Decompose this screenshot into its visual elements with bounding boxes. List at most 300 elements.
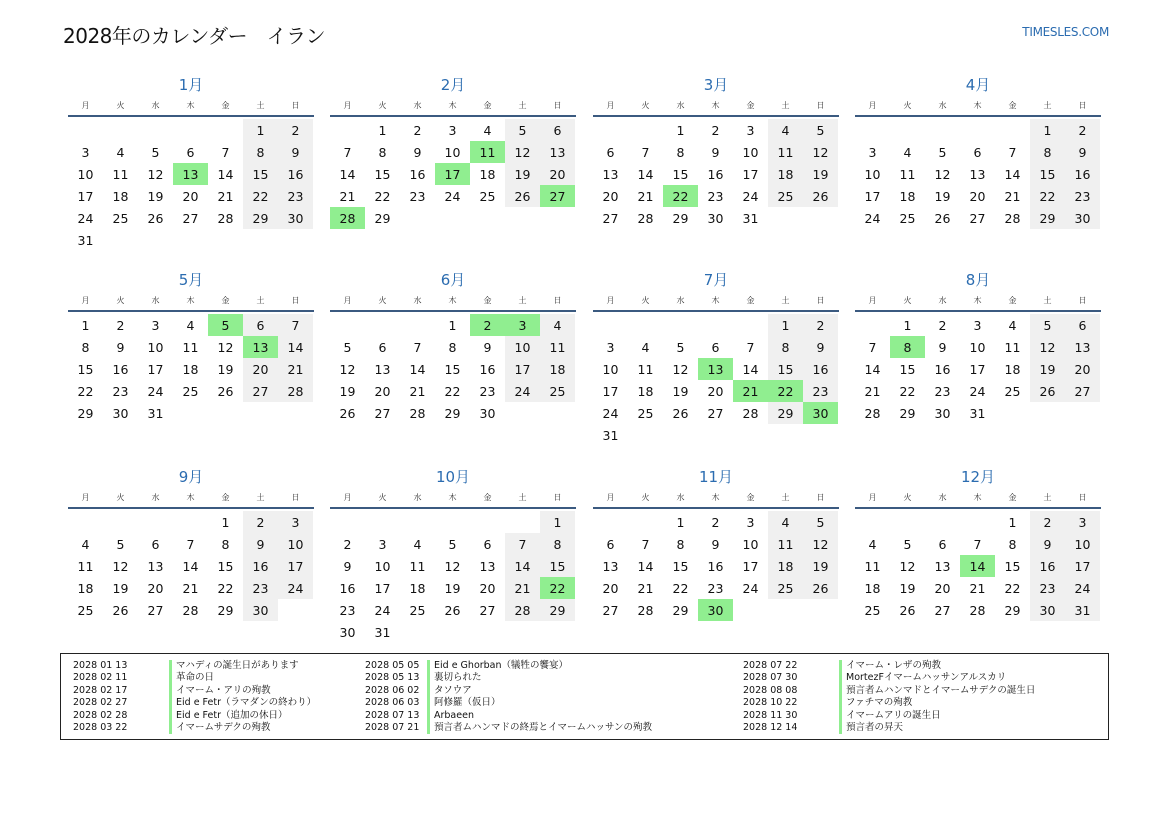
legend-row: [365, 722, 652, 734]
day-cell: 30: [278, 207, 313, 229]
weekday-label: 土: [256, 101, 265, 110]
legend-row: [743, 697, 1035, 709]
day-cell: 3: [746, 514, 755, 530]
day-cell: 5: [803, 119, 838, 141]
day-cell: 3: [81, 144, 90, 160]
day-cell: 3: [378, 536, 387, 552]
day-grid: [68, 119, 314, 251]
day-cell: 15: [1004, 558, 1021, 574]
holiday-day-cell: 22: [540, 577, 575, 599]
empty-cell: [68, 511, 103, 533]
day-cell: 9: [243, 533, 278, 555]
day-cell: 25: [864, 602, 881, 618]
holiday-date: 2028 06 03: [365, 697, 420, 709]
month-name: 3月: [703, 76, 729, 94]
month-name: 12月: [960, 468, 996, 486]
month-block: [593, 73, 839, 229]
empty-cell: [890, 511, 925, 533]
day-cell: 14: [637, 166, 654, 182]
empty-cell: [960, 119, 995, 141]
empty-cell: [925, 119, 960, 141]
weekday-label: 水: [938, 296, 947, 305]
page-title: 2028年のカレンダー イラン: [63, 24, 326, 48]
day-cell: 6: [711, 339, 720, 355]
day-cell: 14: [864, 361, 881, 377]
weekday-label: 水: [676, 101, 685, 110]
month-block: [68, 465, 314, 621]
empty-cell: [593, 314, 628, 336]
day-cell: 12: [1030, 336, 1065, 358]
weekday-header: [330, 292, 576, 312]
empty-cell: [628, 511, 663, 533]
weekday-label: 火: [641, 493, 650, 502]
day-cell: 25: [182, 383, 199, 399]
month-block: [855, 73, 1101, 229]
holiday-name: ファチマの殉教: [839, 697, 912, 709]
holiday-day-cell: 30: [698, 599, 733, 621]
weekday-label: 木: [186, 101, 195, 110]
day-grid: [330, 314, 576, 424]
day-cell: 30: [112, 405, 129, 421]
holiday-date: 2028 02 28: [73, 709, 128, 721]
day-cell: 10: [742, 536, 759, 552]
day-cell: 12: [112, 558, 129, 574]
day-cell: 29: [217, 602, 234, 618]
day-cell: 21: [409, 383, 426, 399]
day-cell: 28: [409, 405, 426, 421]
day-cell: 23: [243, 577, 278, 599]
weekday-label: 木: [973, 296, 982, 305]
day-cell: 11: [899, 166, 916, 182]
day-cell: 3: [278, 511, 313, 533]
weekday-label: 水: [151, 101, 160, 110]
day-cell: 18: [864, 580, 881, 596]
weekday-header: [855, 489, 1101, 509]
empty-cell: [505, 511, 540, 533]
month-block: [855, 268, 1101, 424]
day-cell: 25: [768, 577, 803, 599]
day-cell: 26: [803, 577, 838, 599]
day-cell: 5: [938, 144, 947, 160]
day-cell: 23: [278, 185, 313, 207]
day-cell: 27: [934, 602, 951, 618]
day-cell: 25: [409, 602, 426, 618]
day-cell: 28: [217, 210, 234, 226]
weekday-label: 火: [116, 101, 125, 110]
day-cell: 6: [606, 144, 615, 160]
day-cell: 1: [540, 511, 575, 533]
weekday-label: 金: [1008, 101, 1017, 110]
day-cell: 21: [182, 580, 199, 596]
weekday-label: 日: [553, 493, 562, 502]
day-cell: 5: [448, 536, 457, 552]
holiday-date: 2028 07 30: [743, 672, 798, 684]
weekday-label: 月: [868, 493, 877, 502]
day-cell: 27: [1065, 380, 1100, 402]
day-cell: 26: [147, 210, 164, 226]
holiday-day-cell: 3: [505, 314, 540, 336]
day-cell: 31: [147, 405, 164, 421]
day-cell: 20: [602, 580, 619, 596]
day-cell: 29: [672, 602, 689, 618]
calendar-grid: [68, 73, 1102, 647]
day-cell: 10: [602, 361, 619, 377]
month-name: 7月: [703, 271, 729, 289]
weekday-label: 金: [483, 296, 492, 305]
day-cell: 20: [540, 163, 575, 185]
site-name[interactable]: TIMESLES.COM: [1022, 25, 1109, 39]
day-cell: 11: [864, 558, 881, 574]
legend-row: [73, 710, 316, 722]
day-cell: 12: [339, 361, 356, 377]
weekday-label: 火: [378, 296, 387, 305]
day-cell: 12: [899, 558, 916, 574]
day-cell: 6: [540, 119, 575, 141]
day-cell: 19: [147, 188, 164, 204]
legend-row: [365, 685, 652, 697]
weekday-label: 月: [343, 493, 352, 502]
day-cell: 15: [768, 358, 803, 380]
weekday-label: 木: [711, 101, 720, 110]
holiday-name: 阿修羅（仮日）: [427, 697, 501, 709]
day-cell: 13: [1065, 336, 1100, 358]
weekday-label: 日: [1078, 101, 1087, 110]
day-cell: 28: [637, 210, 654, 226]
weekday-header: [68, 292, 314, 312]
day-cell: 11: [768, 533, 803, 555]
weekday-label: 木: [186, 493, 195, 502]
weekday-header: [330, 97, 576, 117]
day-grid: [330, 511, 576, 643]
month-block: [68, 73, 314, 251]
holiday-name: 預言者の昇天: [839, 722, 903, 734]
day-cell: 18: [768, 163, 803, 185]
day-cell: 7: [746, 339, 755, 355]
legend-row: [365, 660, 652, 672]
day-cell: 2: [278, 119, 313, 141]
day-cell: 18: [768, 555, 803, 577]
day-cell: 1: [1008, 514, 1017, 530]
day-cell: 14: [182, 558, 199, 574]
day-cell: 7: [413, 339, 422, 355]
legend-row: [73, 672, 316, 684]
day-cell: 11: [409, 558, 426, 574]
holiday-day-cell: 28: [330, 207, 365, 229]
day-cell: 4: [1008, 317, 1017, 333]
day-cell: 30: [339, 624, 356, 640]
day-cell: 25: [112, 210, 129, 226]
empty-cell: [330, 314, 365, 336]
empty-cell: [470, 511, 505, 533]
holiday-name: MortezFイマームハッサンアルスカリ: [839, 672, 1006, 684]
holiday-name: Eid e Ghorban（犠牲の饗宴）: [427, 660, 568, 672]
day-cell: 4: [413, 536, 422, 552]
day-cell: 14: [217, 166, 234, 182]
day-cell: 20: [602, 188, 619, 204]
legend-row: [365, 672, 652, 684]
holiday-date: 2028 01 13: [73, 660, 128, 671]
day-cell: 15: [374, 166, 391, 182]
day-cell: 20: [479, 580, 496, 596]
holiday-date: 2028 07 21: [365, 722, 420, 734]
day-cell: 9: [938, 339, 947, 355]
empty-cell: [890, 119, 925, 141]
day-cell: 5: [676, 339, 685, 355]
day-cell: 9: [278, 141, 313, 163]
day-cell: 17: [374, 580, 391, 596]
empty-cell: [628, 119, 663, 141]
day-cell: 8: [540, 533, 575, 555]
holiday-day-cell: 13: [243, 336, 278, 358]
empty-cell: [960, 511, 995, 533]
day-cell: 29: [1030, 207, 1065, 229]
weekday-label: 水: [938, 101, 947, 110]
holiday-date: 2028 02 17: [73, 684, 128, 696]
day-cell: 17: [969, 361, 986, 377]
holiday-name: タソウア: [427, 685, 472, 697]
day-cell: 12: [444, 558, 461, 574]
holiday-date: 2028 07 22: [743, 660, 798, 671]
day-cell: 20: [374, 383, 391, 399]
weekday-label: 土: [1043, 101, 1052, 110]
day-cell: 2: [116, 317, 125, 333]
day-cell: 12: [672, 361, 689, 377]
weekday-label: 水: [151, 493, 160, 502]
day-cell: 1: [221, 514, 230, 530]
empty-cell: [593, 119, 628, 141]
weekday-label: 火: [116, 296, 125, 305]
day-cell: 24: [505, 380, 540, 402]
day-cell: 9: [1065, 141, 1100, 163]
weekday-header: [593, 489, 839, 509]
weekday-label: 土: [256, 296, 265, 305]
day-cell: 27: [969, 210, 986, 226]
day-cell: 14: [339, 166, 356, 182]
day-cell: 26: [803, 185, 838, 207]
day-cell: 21: [505, 577, 540, 599]
weekday-label: 月: [868, 101, 877, 110]
weekday-label: 土: [518, 493, 527, 502]
day-cell: 28: [278, 380, 313, 402]
day-cell: 23: [803, 380, 838, 402]
month-name: 10月: [435, 468, 471, 486]
day-cell: 4: [483, 122, 492, 138]
day-cell: 13: [147, 558, 164, 574]
day-cell: 3: [448, 122, 457, 138]
day-cell: 19: [672, 383, 689, 399]
day-cell: 29: [243, 207, 278, 229]
day-cell: 6: [1065, 314, 1100, 336]
day-cell: 20: [969, 188, 986, 204]
day-cell: 21: [864, 383, 881, 399]
weekday-label: 月: [606, 493, 615, 502]
day-cell: 16: [707, 166, 724, 182]
holiday-name: Arbaeen: [427, 710, 474, 722]
empty-cell: [330, 119, 365, 141]
day-cell: 24: [444, 188, 461, 204]
day-cell: 28: [505, 599, 540, 621]
day-cell: 5: [1030, 314, 1065, 336]
day-grid: [68, 511, 314, 621]
day-cell: 29: [1004, 602, 1021, 618]
empty-cell: [68, 119, 103, 141]
day-cell: 4: [868, 536, 877, 552]
month-name: 5月: [178, 271, 204, 289]
weekday-label: 金: [746, 101, 755, 110]
day-cell: 5: [116, 536, 125, 552]
day-cell: 1: [378, 122, 387, 138]
day-cell: 19: [803, 555, 838, 577]
day-cell: 20: [934, 580, 951, 596]
weekday-label: 金: [483, 101, 492, 110]
day-cell: 3: [868, 144, 877, 160]
empty-cell: [698, 314, 733, 336]
weekday-label: 月: [606, 101, 615, 110]
day-cell: 8: [1030, 141, 1065, 163]
day-cell: 6: [483, 536, 492, 552]
day-cell: 10: [278, 533, 313, 555]
day-grid: [330, 119, 576, 229]
day-cell: 24: [864, 210, 881, 226]
legend-column: [743, 660, 1035, 734]
day-cell: 9: [711, 144, 720, 160]
weekday-label: 日: [291, 296, 300, 305]
day-cell: 22: [374, 188, 391, 204]
day-cell: 22: [672, 580, 689, 596]
month-name: 6月: [440, 271, 466, 289]
day-cell: 15: [672, 166, 689, 182]
day-cell: 17: [505, 358, 540, 380]
weekday-label: 土: [781, 493, 790, 502]
day-cell: 22: [1030, 185, 1065, 207]
day-cell: 10: [1065, 533, 1100, 555]
day-cell: 4: [540, 314, 575, 336]
weekday-label: 火: [641, 296, 650, 305]
holiday-name: イマームアリの誕生日: [839, 710, 941, 722]
day-cell: 17: [1065, 555, 1100, 577]
day-cell: 12: [803, 141, 838, 163]
weekday-header: [855, 292, 1101, 312]
month-name: 11月: [698, 468, 734, 486]
day-cell: 16: [1065, 163, 1100, 185]
weekday-label: 水: [676, 296, 685, 305]
day-cell: 12: [934, 166, 951, 182]
day-cell: 22: [217, 580, 234, 596]
weekday-label: 土: [518, 101, 527, 110]
day-cell: 8: [768, 336, 803, 358]
day-cell: 2: [938, 317, 947, 333]
day-cell: 23: [339, 602, 356, 618]
day-cell: 29: [77, 405, 94, 421]
day-cell: 30: [1065, 207, 1100, 229]
day-cell: 2: [243, 511, 278, 533]
day-cell: 26: [672, 405, 689, 421]
legend-row: [73, 697, 316, 709]
holiday-day-cell: 30: [803, 402, 838, 424]
day-cell: 27: [602, 210, 619, 226]
day-cell: 15: [77, 361, 94, 377]
day-cell: 8: [448, 339, 457, 355]
day-cell: 7: [343, 144, 352, 160]
day-cell: 6: [973, 144, 982, 160]
day-cell: 11: [540, 336, 575, 358]
day-cell: 2: [803, 314, 838, 336]
day-cell: 25: [1004, 383, 1021, 399]
day-cell: 24: [742, 580, 759, 596]
day-cell: 2: [711, 122, 720, 138]
day-cell: 9: [1030, 533, 1065, 555]
day-cell: 27: [243, 380, 278, 402]
weekday-label: 月: [868, 296, 877, 305]
day-cell: 21: [1004, 188, 1021, 204]
day-cell: 11: [768, 141, 803, 163]
day-cell: 13: [602, 166, 619, 182]
day-cell: 12: [217, 339, 234, 355]
day-cell: 22: [444, 383, 461, 399]
weekday-label: 月: [81, 296, 90, 305]
weekday-label: 金: [221, 296, 230, 305]
weekday-label: 月: [81, 101, 90, 110]
day-cell: 9: [116, 339, 125, 355]
day-cell: 7: [221, 144, 230, 160]
day-cell: 3: [151, 317, 160, 333]
day-cell: 25: [899, 210, 916, 226]
day-cell: 14: [742, 361, 759, 377]
day-grid: [855, 119, 1101, 229]
day-cell: 26: [444, 602, 461, 618]
legend-column: [365, 660, 652, 734]
day-cell: 23: [112, 383, 129, 399]
day-cell: 17: [278, 555, 313, 577]
day-cell: 25: [479, 188, 496, 204]
day-cell: 30: [479, 405, 496, 421]
weekday-header: [330, 489, 576, 509]
weekday-label: 月: [606, 296, 615, 305]
day-cell: 3: [746, 122, 755, 138]
weekday-label: 日: [1078, 493, 1087, 502]
day-cell: 28: [864, 405, 881, 421]
day-cell: 6: [938, 536, 947, 552]
day-cell: 31: [374, 624, 391, 640]
day-cell: 9: [711, 536, 720, 552]
day-cell: 19: [112, 580, 129, 596]
day-cell: 1: [768, 314, 803, 336]
weekday-label: 金: [1008, 493, 1017, 502]
weekday-label: 土: [518, 296, 527, 305]
day-cell: 13: [934, 558, 951, 574]
day-cell: 23: [409, 188, 426, 204]
day-cell: 6: [378, 339, 387, 355]
weekday-label: 木: [186, 296, 195, 305]
day-cell: 14: [505, 555, 540, 577]
day-cell: 5: [803, 511, 838, 533]
day-cell: 2: [1065, 119, 1100, 141]
month-name: 2月: [440, 76, 466, 94]
day-cell: 1: [903, 317, 912, 333]
weekday-header: [68, 97, 314, 117]
day-cell: 7: [186, 536, 195, 552]
month-block: [593, 268, 839, 446]
empty-cell: [628, 314, 663, 336]
weekday-label: 木: [711, 493, 720, 502]
day-cell: 24: [77, 210, 94, 226]
month-block: [68, 268, 314, 424]
day-cell: 13: [969, 166, 986, 182]
day-cell: 31: [1065, 599, 1100, 621]
day-cell: 19: [1030, 358, 1065, 380]
day-cell: 27: [182, 210, 199, 226]
day-cell: 16: [1030, 555, 1065, 577]
